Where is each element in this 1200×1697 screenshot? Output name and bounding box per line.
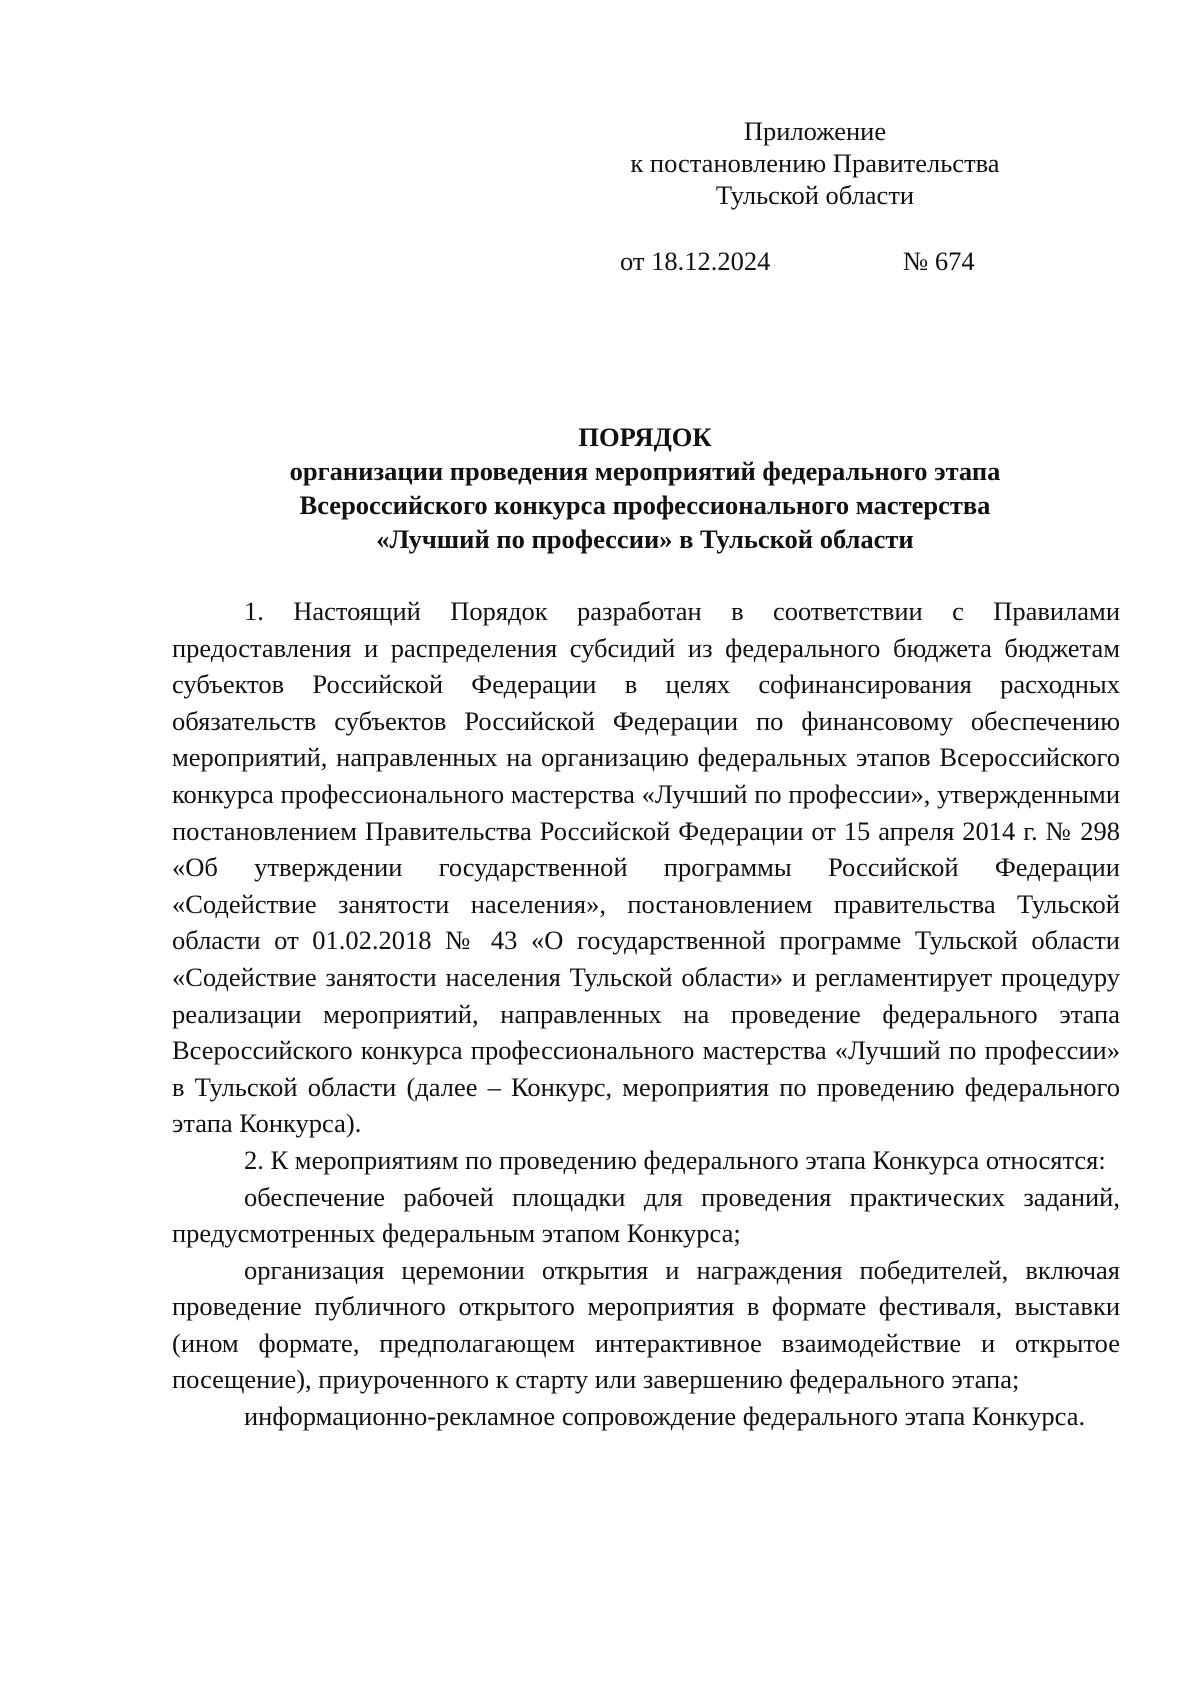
paragraph-1: 1. Настоящий Порядок разработан в соответствии с Правилами предоставления и распределения субсидий из федерального бюджета бюджетам субъектов Российской Федерации в целях софинансирования расходных обязательств субъектов Российской Федерации по финансовому обеспечению мероприятий, направленных на организацию федеральных этапов Всероссийского конкурса профессионального мастерства «Лучший по профессии», утвержденными постановлением Правительства Российской Федерации от 15 апреля 2014 г. № 298 «Об утверждении государственной программы Российской Федерации «Содействие занятости населения», постановлением правительства Тульской области от 01.02.2018 № 43 «О государственной программе Тульской области «Содействие занятости населения Тульской области» и регламентирует процедуру реализации мероприятий, направленных на проведение федерального этапа Всероссийского конкурса профессионального мастерства «Лучший по профессии» в Тульской области (далее – Конкурс, мероприятия по проведению федерального этапа Конкурса). (172, 596, 1120, 1139)
appendix-region: Тульской области (715, 180, 915, 210)
list-item-advertising: информационно-рекламное сопровождение федерального этапа Конкурса. (244, 1401, 1086, 1432)
appendix-block (585, 115, 1045, 211)
resolution-date: от 18.12.2024 (620, 246, 771, 276)
title-subtitle-line3: «Лучший по профессии» в Тульской области (376, 524, 914, 554)
title-main: ПОРЯДОК (578, 422, 712, 452)
title-subtitle-line1: организации проведения мероприятий федерального этапа (289, 456, 1001, 486)
title-subtitle-line2: Всероссийского конкурса профессионального мастерства (299, 490, 991, 520)
resolution-number: № 674 (903, 246, 975, 276)
appendix-label: Приложение (743, 116, 887, 146)
appendix-resolution: к постановлению Правительства (630, 148, 1000, 178)
list-item-workplace: обеспечение рабочей площадки для проведения практических заданий, предусмотренных федеральным этапом Конкурса; (172, 1181, 1120, 1249)
list-item-ceremony: организация церемонии открытия и награждения победителей, включая проведение публичного открытого мероприятия в формате фестиваля, выставки (ином формате, предполагающем интерактивное взаимодействие и открытое посещение), приуроченного к старту или завершению федерального этапа; (172, 1254, 1120, 1395)
paragraph-2: 2. К мероприятиям по проведению федерального этапа Конкурса относятся: (244, 1144, 1106, 1175)
document-body (172, 593, 1120, 1435)
document-title (170, 420, 1120, 556)
